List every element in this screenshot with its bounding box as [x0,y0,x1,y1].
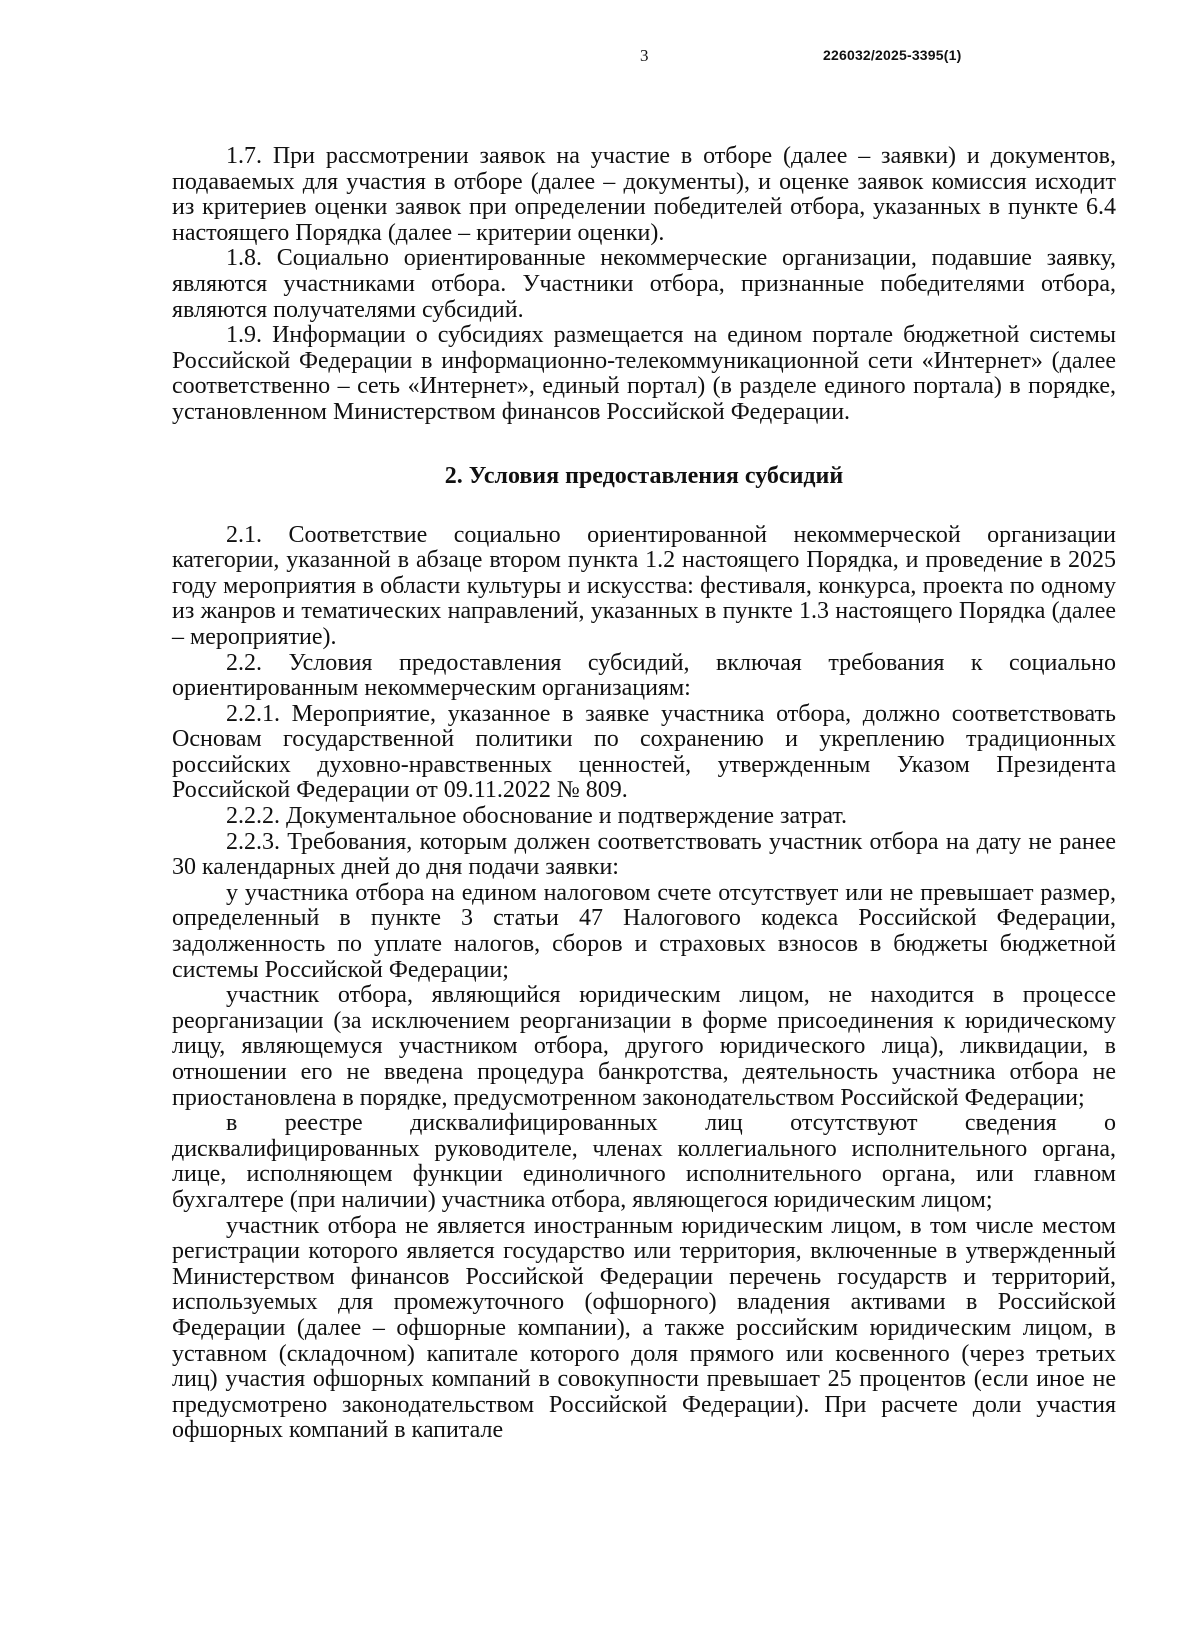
requirement-tax-debt: у участника отбора на едином налоговом счете отсутствует или не превышает размер, определенный в пункте 3 статьи 47 Налогового кодекса Российской Федерации, задолженность по уплате налогов, сборов и страховых взносов в бюджеты бюджетной системы Российской Федерации; [172,879,1116,983]
paragraph-1-8: 1.8. Социально ориентированные некоммерческие организации, подавшие заявку, являются участниками отбора. Участники отбора, признанные победителями отбора, являются получателями субсидий. [172,245,1116,323]
paragraph-1-7: 1.7. При рассмотрении заявок на участие в отборе (далее – заявки) и документов, подаваемых для участия в отборе (далее – документы), и оценке заявок комиссия исходит из критериев оценки заявок при определении победителей отбора, указанных в пункте 6.4 настоящего Порядка (далее – критерии оценки). [172,143,1116,246]
paragraph-2-2: 2.2. Условия предоставления субсидий, включая требования к социально ориентированным некоммерческим организациям: [172,649,1116,702]
paragraph-1-9: 1.9. Информации о субсидиях размещается на едином портале бюджетной системы Российской Федерации в информационно-телекоммуникационной сети «Интернет» (далее соответственно – сеть «Интернет», единый портал) (в разделе единого портала) в порядке, установленном Министерством финансов Российской Федерации. [172,322,1116,425]
paragraph-2-2-2: 2.2.2. Документальное обоснование и подтверждение затрат. [226,803,848,830]
requirement-disqualified-persons: в реестре дисквалифицированных лиц отсутствуют сведения о дисквалифицированных руководителе, членах коллегиального исполнительного органа, лице, исполняющем функции единоличного исполнительного органа, или главном бухгалтере (при наличии) участника отбора, являющегося юридическим лицом; [172,1110,1116,1213]
requirement-reorganization: участник отбора, являющийся юридическим лицом, не находится в процессе реорганизации (за исключением реорганизации в форме присоединения к юридическому лицу, являющемуся участником отбора, другого юридического лица), ликвидации, в отношении его не введена процедура банкротства, деятельность участника отбора не приостановлена в порядке, предусмотренном законодательством Российской Федерации; [172,982,1116,1111]
paragraph-2-2-3: 2.2.3. Требования, которым должен соответствовать участник отбора на дату не ранее 30 календарных дней до дня подачи заявки: [172,828,1116,881]
document-body [172,144,1116,1444]
requirement-offshore: участник отбора не является иностранным юридическим лицом, в том числе местом регистрации которого является государство или территория, включенные в утвержденный Министерством финансов Российской Федерации перечень государств и территорий, используемых для промежуточного (офшорного) владения активами в Российской Федерации (далее – офшорные компании), а также российским юридическим лицом, в уставном (складочном) капитале которого доля прямого или косвенного (через третьих лиц) участия офшорных компаний в совокупности превышает 25 процентов (если иное не предусмотрено законодательством Российской Федерации). При расчете доли участия офшорных компаний в капитале [172,1212,1116,1444]
document-id: 226032/2025-3395(1) [823,47,962,63]
section-heading: 2. Условия предоставления субсидий [444,462,844,489]
paragraph-2-1: 2.1. Соответствие социально ориентированной некоммерческой организации категории, указанной в абзаце втором пункта 1.2 настоящего Порядка, и проведение в 2025 году мероприятия в области культуры и искусства: фестиваля, конкурса, проекта по одному из жанров и тематических направлений, указанных в пункте 1.3 настоящего Порядка (далее – мероприятие). [172,521,1116,650]
paragraph-2-2-1: 2.2.1. Мероприятие, указанное в заявке участника отбора, должно соответствовать Основам государственной политики по сохранению и укреплению традиционных российских духовно-нравственных ценностей, утвержденным Указом Президента Российской Федерации от 09.11.2022 № 809. [172,700,1116,804]
page-number: 3 [640,46,649,65]
